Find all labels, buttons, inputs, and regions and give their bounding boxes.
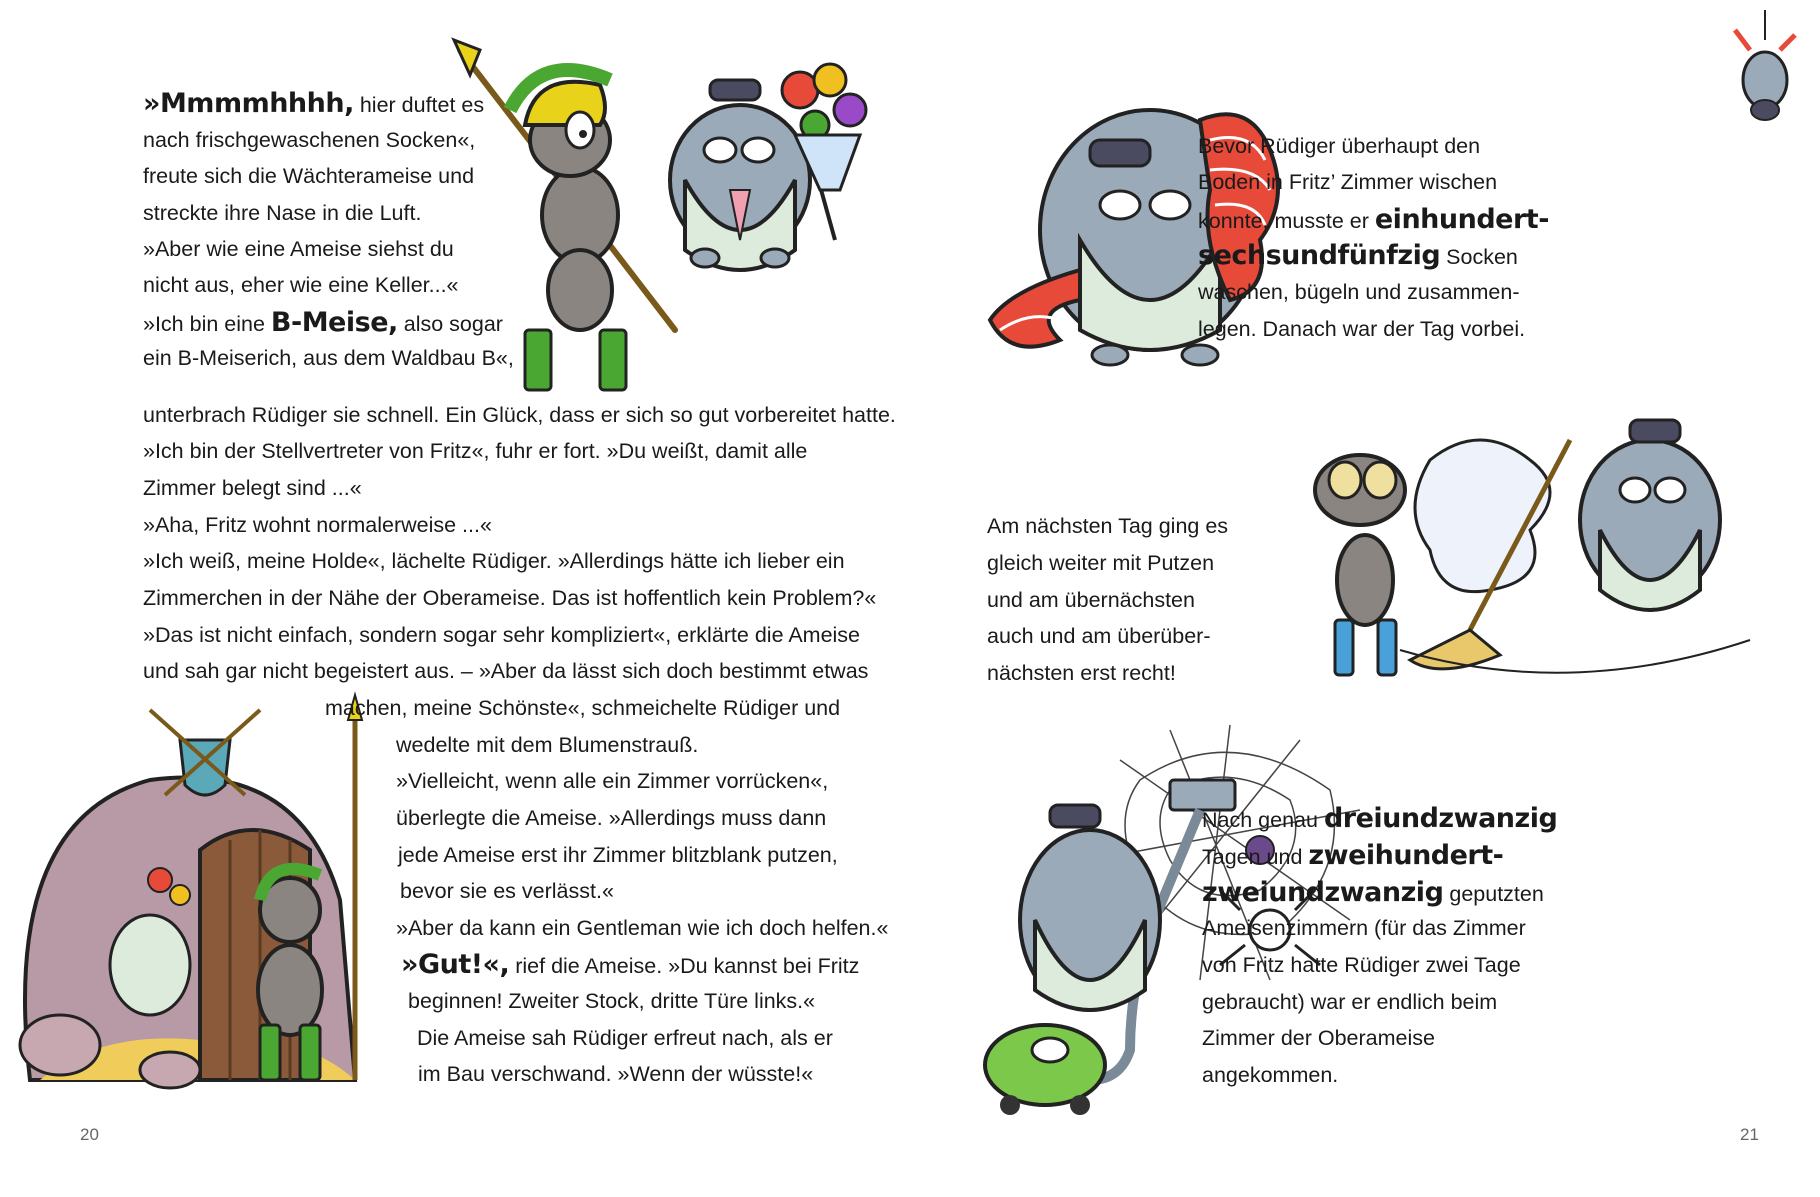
page-number: 20 [80, 1125, 99, 1144]
text-line: Am nächsten Tag ging es [987, 514, 1229, 538]
text-line: »Aha, Fritz wohnt normalerweise ...« [143, 513, 492, 537]
text-line: streckte ihre Nase in die Luft. [143, 201, 422, 225]
page-number: 21 [1740, 1125, 1759, 1144]
illustration-ant-guard-and-beetle [440, 30, 890, 360]
corner-beetle-icon [1730, 10, 1800, 130]
text-line: Zimmerchen in der Nähe der Oberameise. Das ist hoffentlich kein Problem?« [143, 586, 877, 610]
text-line: konnte, musste er einhundert- [1198, 204, 1549, 235]
text-line: auch und am überüber- [987, 624, 1211, 648]
text-line: waschen, bügeln und zusammen- [1198, 280, 1520, 304]
text-line: jede Ameise erst ihr Zimmer blitzblank putzen, [398, 843, 838, 867]
text-line: Boden in Fritz’ Zimmer wischen [1198, 170, 1498, 194]
text-line: angekommen. [1202, 1063, 1339, 1087]
right-page [910, 0, 1820, 1197]
text-line: Zimmer belegt sind ...« [143, 476, 362, 500]
text-line: beginnen! Zweiter Stock, dritte Türe links.« [408, 989, 816, 1013]
text-line: »Vielleicht, wenn alle ein Zimmer vorrücken«, [396, 769, 829, 793]
text-line: gleich weiter mit Putzen [987, 551, 1215, 575]
text-line: Tagen und zweihundert- [1202, 840, 1504, 871]
text-line: nach frischgewaschenen Socken«, [143, 128, 476, 152]
text-line: gebraucht) war er endlich beim [1202, 990, 1498, 1014]
text-line: Ameisenzimmern (für das Zimmer [1202, 916, 1526, 940]
illustration-beetle-sweeping [1250, 400, 1770, 700]
text-line: Die Ameise sah Rüdiger erfreut nach, als er [417, 1026, 833, 1050]
text-line: »Aber da kann ein Gentleman wie ich doch helfen.« [396, 916, 889, 940]
text-line: überlegte die Ameise. »Allerdings muss dann [396, 806, 827, 830]
text-line: sechsundfünfzig Socken [1198, 240, 1518, 271]
text-line: freute sich die Wächterameise und [143, 164, 475, 188]
text-line: zweiundzwanzig geputzten [1202, 877, 1544, 908]
text-line: »Mmmmhhhh, hier duftet es [143, 88, 485, 119]
illustration-anthill-entrance [0, 700, 380, 1100]
text-line: nicht aus, eher wie eine Keller...« [143, 273, 459, 297]
text-line: im Bau verschwand. »Wenn der wüsste!« [418, 1062, 814, 1086]
text-line: ein B-Meiserich, aus dem Waldbau B«, [143, 346, 514, 370]
text-line: bevor sie es verlässt.« [400, 879, 614, 903]
text-line: und am übernächsten [987, 588, 1195, 612]
text-line: »Ich bin der Stellvertreter von Fritz«, fuhr er fort. »Du weißt, damit alle [143, 439, 808, 463]
text-line: »Ich bin eine B-Meise, also sogar [143, 307, 503, 338]
text-line: Zimmer der Oberameise [1202, 1026, 1435, 1050]
text-line: nächsten erst recht! [987, 661, 1176, 685]
text-line: »Das ist nicht einfach, sondern sogar sehr kompliziert«, erklärte die Ameise [143, 623, 861, 647]
text-line: und sah gar nicht begeistert aus. – »Aber da lässt sich doch bestimmt etwas [143, 659, 869, 683]
text-line: Nach genau dreiundzwanzig [1202, 803, 1558, 834]
text-line: wedelte mit dem Blumenstrauß. [396, 733, 699, 757]
text-line: »Aber wie eine Ameise siehst du [143, 237, 454, 261]
text-line: »Ich weiß, meine Holde«, lächelte Rüdiger. »Allerdings hätte ich lieber ein [143, 549, 845, 573]
text-line: unterbrach Rüdiger sie schnell. Ein Glück, dass er sich so gut vorbereitet hatte. [143, 403, 896, 427]
text-line: legen. Danach war der Tag vorbei. [1198, 317, 1526, 341]
text-line: Bevor Rüdiger überhaupt den [1198, 134, 1481, 158]
text-line: »Gut!«, rief die Ameise. »Du kannst bei Fritz [401, 949, 860, 980]
text-line: machen, meine Schönste«, schmeichelte Rüdiger und [325, 696, 841, 720]
text-line: von Fritz hatte Rüdiger zwei Tage [1202, 953, 1521, 977]
